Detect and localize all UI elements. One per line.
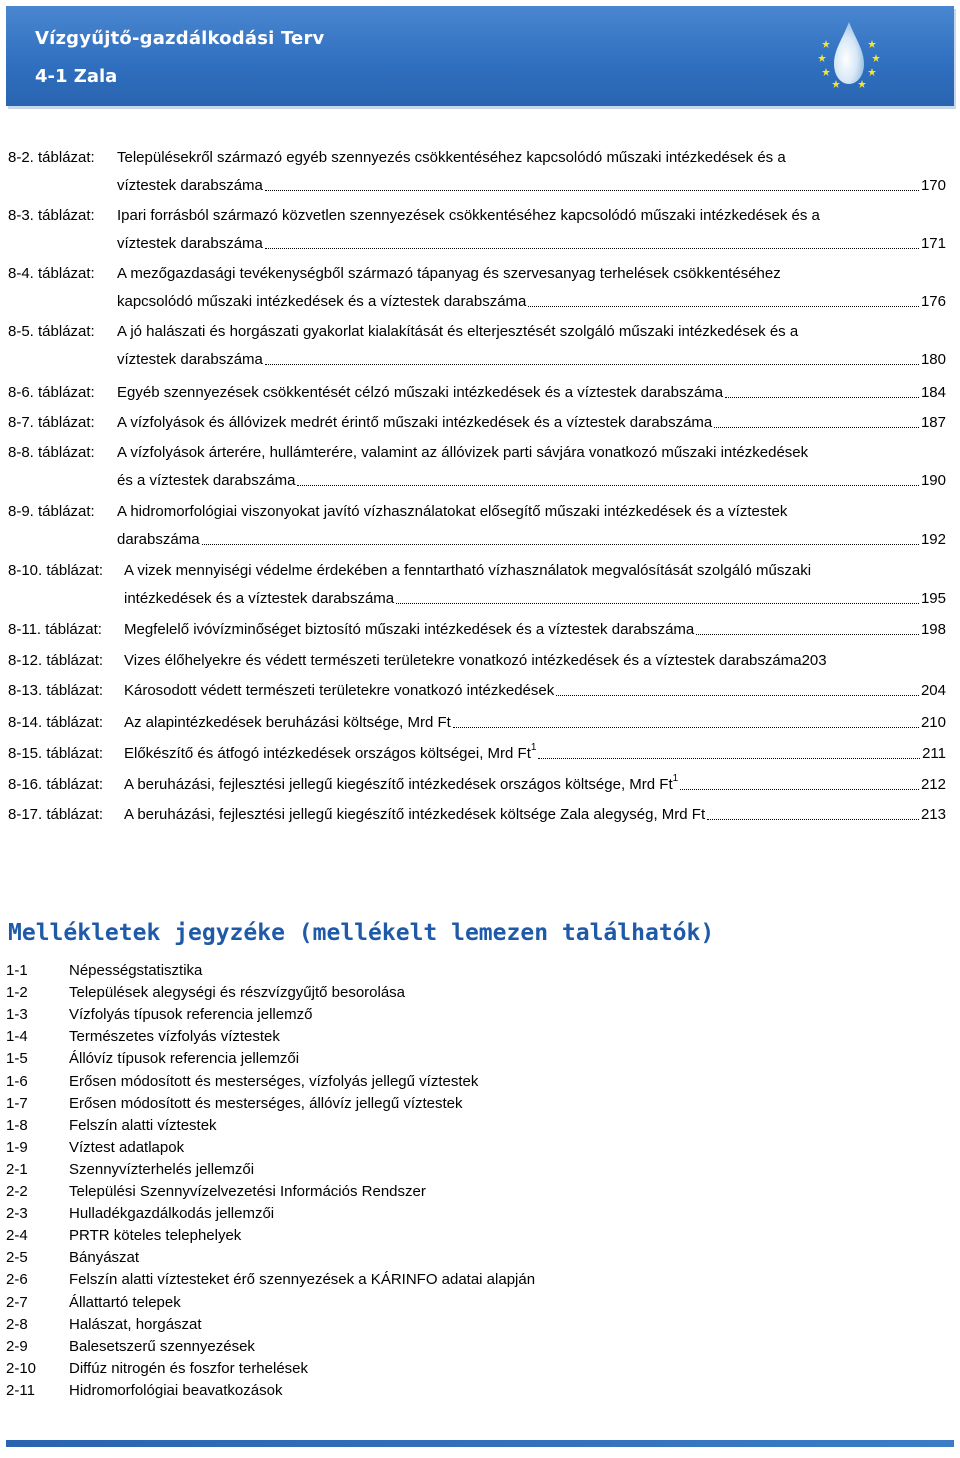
table-number: 8-6. táblázat: bbox=[8, 384, 95, 401]
table-caption: A vizek mennyiségi védelme érdekében a fenntartható vízhasználatok megvalósítását szolgáló műszaki bbox=[124, 562, 812, 579]
dot-leader bbox=[297, 485, 919, 486]
table-caption bbox=[124, 773, 679, 794]
annex-number: 1-5 bbox=[6, 1050, 28, 1068]
page-number: 171 bbox=[920, 235, 946, 252]
page-number: 192 bbox=[920, 531, 946, 548]
table-caption-continued: és a víztestek darabszáma bbox=[117, 472, 296, 489]
table-number: 8-2. táblázat: bbox=[8, 149, 95, 166]
annex-label: Állattartó telepek bbox=[69, 1293, 181, 1311]
page-number: 184 bbox=[920, 384, 946, 401]
annex-number: 2-7 bbox=[6, 1293, 28, 1311]
annex-number: 2-8 bbox=[6, 1315, 28, 1333]
page-number: 211 bbox=[922, 745, 946, 762]
annex-number: 1-9 bbox=[6, 1138, 28, 1156]
table-number: 8-5. táblázat: bbox=[8, 323, 95, 340]
annex-label: Hidromorfológiai beavatkozások bbox=[69, 1381, 283, 1399]
annex-label: Népességstatisztika bbox=[69, 962, 203, 979]
table-number: 8-7. táblázat: bbox=[8, 414, 95, 431]
annex-number: 2-1 bbox=[6, 1160, 28, 1178]
dot-leader bbox=[556, 695, 919, 696]
annex-label: Természetes vízfolyás víztestek bbox=[69, 1028, 280, 1046]
table-caption: Megfelelő ivóvízminőséget biztosító műszaki intézkedések és a víztestek darabszáma bbox=[124, 621, 695, 638]
dot-leader bbox=[265, 364, 919, 365]
footnote-marker: 1 bbox=[530, 742, 537, 753]
footnote-marker: 1 bbox=[672, 773, 679, 784]
table-caption: Településekről származó egyéb szennyezés csökkentéséhez kapcsolódó műszaki intézkedések és a bbox=[117, 149, 786, 166]
annex-label: Települések alegységi és részvízgyűjtő besorolása bbox=[69, 984, 406, 1002]
annex-number: 1-8 bbox=[6, 1116, 28, 1134]
table-caption-continued: intézkedések és a víztestek darabszáma bbox=[124, 590, 395, 607]
table-caption: Ipari forrásból származó közvetlen szennyezések csökkentéséhez kapcsolódó műszaki intézkedések és a bbox=[117, 207, 820, 224]
table-caption: Vizes élőhelyekre és védett természeti területekre vonatkozó intézkedések és a víztestek darabszáma203 bbox=[124, 652, 827, 669]
page-number: 187 bbox=[920, 414, 946, 431]
dot-leader bbox=[696, 634, 919, 635]
table-number: 8-11. táblázat: bbox=[8, 621, 102, 638]
annex-label: PRTR köteles telephelyek bbox=[69, 1227, 242, 1245]
table-number: 8-3. táblázat: bbox=[8, 207, 95, 224]
annex-label: Diffúz nitrogén és foszfor terhelések bbox=[69, 1359, 309, 1377]
table-caption-text: A beruházási, fejlesztési jellegű kiegészítő intézkedések országos költsége, Mrd Ft bbox=[124, 776, 673, 793]
annex-label: Felszín alatti víztesteket érő szennyezések a KÁRINFO adatai alapján bbox=[69, 1271, 536, 1289]
table-caption bbox=[124, 742, 537, 763]
page-number: 204 bbox=[920, 682, 946, 699]
annex-number: 1-7 bbox=[6, 1094, 28, 1112]
annex-label: Vízfolyás típusok referencia jellemző bbox=[69, 1006, 313, 1024]
annex-number: 2-3 bbox=[6, 1205, 28, 1223]
table-number: 8-16. táblázat: bbox=[8, 776, 104, 793]
page-number: 190 bbox=[920, 472, 946, 489]
annex-number: 2-6 bbox=[6, 1271, 28, 1289]
annex-label: Erősen módosított és mesterséges, állóvíz jellegű víztestek bbox=[69, 1094, 463, 1112]
table-caption: Egyéb szennyezések csökkentését célzó műszaki intézkedések és a víztestek darabszáma bbox=[117, 384, 724, 401]
page-number: 176 bbox=[920, 293, 946, 310]
dot-leader bbox=[265, 248, 919, 249]
page-number: 180 bbox=[920, 351, 946, 368]
dot-leader bbox=[680, 789, 919, 790]
table-caption-text: Előkészítő és átfogó intézkedések országos költségei, Mrd Ft bbox=[124, 745, 531, 762]
annex-label: Hulladékgazdálkodás jellemzői bbox=[69, 1205, 275, 1223]
document-subtitle: 4-1 Zala bbox=[35, 66, 118, 87]
table-caption-continued: víztestek darabszáma bbox=[117, 235, 263, 252]
water-drop-eu-stars-icon bbox=[814, 16, 884, 96]
page-number: 212 bbox=[920, 776, 946, 793]
annex-number: 1-3 bbox=[6, 1006, 28, 1024]
dot-leader bbox=[453, 727, 919, 728]
dot-leader bbox=[714, 427, 919, 428]
annex-number: 2-5 bbox=[6, 1249, 28, 1267]
table-caption: A mezőgazdasági tevékenységből származó tápanyag és szervesanyag terhelések csökkentéséhez bbox=[117, 265, 781, 282]
annex-number: 2-9 bbox=[6, 1337, 28, 1355]
annex-number: 1-2 bbox=[6, 984, 28, 1002]
dot-leader bbox=[265, 190, 919, 191]
table-number: 8-12. táblázat: bbox=[8, 652, 104, 669]
table-caption: Az alapintézkedések beruházási költsége, Mrd Ft bbox=[124, 714, 451, 731]
table-number: 8-4. táblázat: bbox=[8, 265, 95, 282]
dot-leader bbox=[538, 758, 920, 759]
page-number: 170 bbox=[920, 177, 946, 194]
footer-bar bbox=[6, 1440, 954, 1447]
table-caption: Károsodott védett természeti területekre vonatkozó intézkedések bbox=[124, 682, 555, 699]
table-number: 8-9. táblázat: bbox=[8, 503, 95, 520]
annex-label: Felszín alatti víztestek bbox=[69, 1116, 217, 1134]
annex-label: Bányászat bbox=[69, 1249, 140, 1267]
table-number: 8-15. táblázat: bbox=[8, 745, 104, 762]
table-number: 8-13. táblázat: bbox=[8, 682, 104, 699]
table-number: 8-10. táblázat: bbox=[8, 562, 104, 579]
annex-label: Települési Szennyvízelvezetési Információs Rendszer bbox=[69, 1183, 426, 1200]
annex-label: Halászat, horgászat bbox=[69, 1315, 202, 1333]
table-caption: A beruházási, fejlesztési jellegű kiegészítő intézkedések költsége Zala alegység, Mrd Ft bbox=[124, 806, 706, 823]
annex-label: Állóvíz típusok referencia jellemzői bbox=[69, 1050, 300, 1068]
dot-leader bbox=[396, 603, 919, 604]
page-number: 210 bbox=[920, 714, 946, 731]
dot-leader bbox=[202, 544, 919, 545]
annex-list-title: Mellékletek jegyzéke (mellékelt lemezen találhatók) bbox=[8, 920, 715, 946]
page-number: 195 bbox=[920, 590, 946, 607]
annex-label: Víztest adatlapok bbox=[69, 1138, 185, 1156]
dot-leader bbox=[707, 819, 919, 820]
annex-label: Szennyvízterhelés jellemzői bbox=[69, 1160, 255, 1178]
annex-number: 1-4 bbox=[6, 1028, 28, 1046]
table-caption: A hidromorfológiai viszonyokat javító vízhasználatokat elősegítő műszaki intézkedések és a víztestek bbox=[117, 503, 788, 520]
annex-number: 2-10 bbox=[6, 1359, 37, 1377]
page-number: 198 bbox=[920, 621, 946, 638]
table-caption: A jó halászati és horgászati gyakorlat kialakítását és elterjesztését szolgáló műszaki intézkedések és a bbox=[117, 323, 799, 340]
annex-label: Erősen módosított és mesterséges, vízfolyás jellegű víztestek bbox=[69, 1072, 479, 1090]
dot-leader bbox=[528, 306, 919, 307]
table-number: 8-8. táblázat: bbox=[8, 444, 95, 461]
annex-number: 1-1 bbox=[6, 962, 28, 979]
annex-number: 2-2 bbox=[6, 1183, 28, 1200]
table-caption-continued: víztestek darabszáma bbox=[117, 177, 263, 194]
document-title: Vízgyűjtő-gazdálkodási Terv bbox=[35, 28, 325, 49]
table-number: 8-17. táblázat: bbox=[8, 806, 104, 823]
table-caption: A vízfolyások árterére, hullámterére, valamint az állóvizek parti sávjára vonatkozó műszaki intézkedések bbox=[117, 444, 809, 461]
table-caption-continued: víztestek darabszáma bbox=[117, 351, 263, 368]
annex-label: Balesetszerű szennyezések bbox=[69, 1337, 255, 1355]
page-number: 213 bbox=[920, 806, 946, 823]
annex-number: 2-4 bbox=[6, 1227, 28, 1245]
annex-number: 2-11 bbox=[6, 1381, 35, 1399]
table-caption-continued: darabszáma bbox=[117, 531, 200, 548]
table-caption-continued: kapcsolódó műszaki intézkedések és a víztestek darabszáma bbox=[117, 293, 527, 310]
annex-number: 1-6 bbox=[6, 1072, 28, 1090]
dot-leader bbox=[725, 397, 919, 398]
page-header bbox=[6, 6, 954, 106]
table-number: 8-14. táblázat: bbox=[8, 714, 104, 731]
table-caption: A vízfolyások és állóvizek medrét érintő műszaki intézkedések és a víztestek darabszáma bbox=[117, 414, 713, 431]
